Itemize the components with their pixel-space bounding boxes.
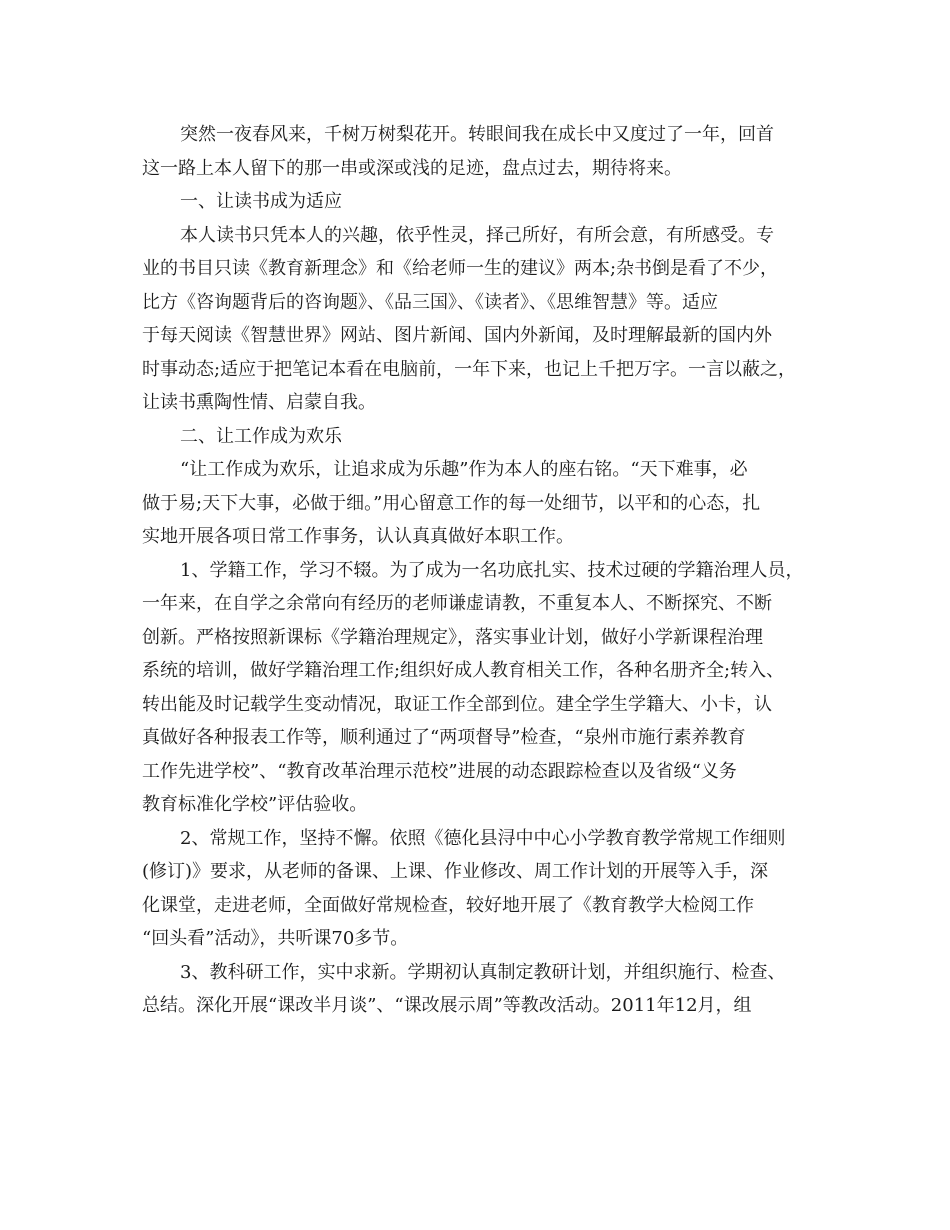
text-line: 一年来，在自学之余常向有经历的老师谦虚请教，不重复本人、不断探究、不断 [142,593,772,614]
text-line: 本人读书只凭本人的兴趣，依乎性灵，择己所好，有所会意，有所感受。专 [180,224,774,246]
text-line: 一、让读书成为适应 [180,191,342,212]
text-line: (修订)》要求，从老师的备课、上课、作业修改、周工作计划的开展等入手，深 [142,861,769,882]
text-line: 业的书目只读《教育新理念》和《给老师一生的建议》两本;杂书倒是看了不少， [142,258,779,279]
text-line: 突然一夜春风来，千树万树梨花开。转眼间我在成长中又度过了一年，回首 [180,124,774,145]
text-line: 创新。严格按照新课标《学籍治理规定》，落实事业计划，做好小学新课程治理 [142,626,763,648]
text-line: 2、常规工作，坚持不懈。依照《德化县浔中中心小学教育教学常规工作细则 [180,827,786,849]
text-line: 时事动态;适应于把笔记本看在电脑前，一年下来，也记上千把万字。一言以蔽之， [142,358,797,380]
text-line: “回头看”活动》，共听课70多节。 [142,928,409,949]
text-line: 实地开展各项日常工作事务，认认真真做好本职工作。 [142,526,574,547]
text-line: 于每天阅读《智慧世界》网站、图片新闻、国内外新闻，及时理解最新的国内外 [142,325,772,346]
text-line: 教育标准化学校”评估验收。 [142,794,368,815]
text-line: 总结。深化开展“课改半月谈”、“课改展示周”等教改活动。2011年12月，组 [142,995,752,1016]
document-body [142,118,806,1023]
text-line: 转出能及时记载学生变动情况，取证工作全部到位。建全学生学籍大、小卡，认 [142,693,772,715]
text-line: 化课堂，走进老师，全面做好常规检查，较好地开展了《教育教学大检阅工作 [142,894,754,916]
text-line: 做于易;天下大事，必做于细。”用心留意工作的每一处细节，以平和的心态，扎 [142,492,761,514]
text-line: 真做好各种报表工作等，顺利通过了“两项督导”检查，“泉州市施行素养教育 [142,727,746,748]
text-line: 1、学籍工作，学习不辍。为了成为一名功底扎实、技术过硬的学籍治理人员， [180,559,804,581]
text-line: 工作先进学校”、“教育改革治理示范校”进展的动态跟踪检查以及省级“义务 [142,760,737,782]
text-line: 系统的培训，做好学籍治理工作;组织好成人教育相关工作，各种名册齐全;转入、 [142,660,785,681]
text-line: 比方《咨询题背后的咨询题》、《品三国》、《读者》、《思维智慧》等。适应 [142,291,718,313]
text-line: “让工作成为欢乐，让追求成为乐趣”作为本人的座右铭。“天下难事，必 [180,459,748,480]
text-line: 3、教科研工作，实中求新。学期初认真制定教研计划，并组织施行、检查、 [180,961,786,983]
text-line: 二、让工作成为欢乐 [180,425,342,447]
text-line: 让读书熏陶性情、启蒙自我。 [142,392,376,413]
text-line: 这一路上本人留下的那一串或深或浅的足迹，盘点过去，期待将来。 [142,157,682,179]
